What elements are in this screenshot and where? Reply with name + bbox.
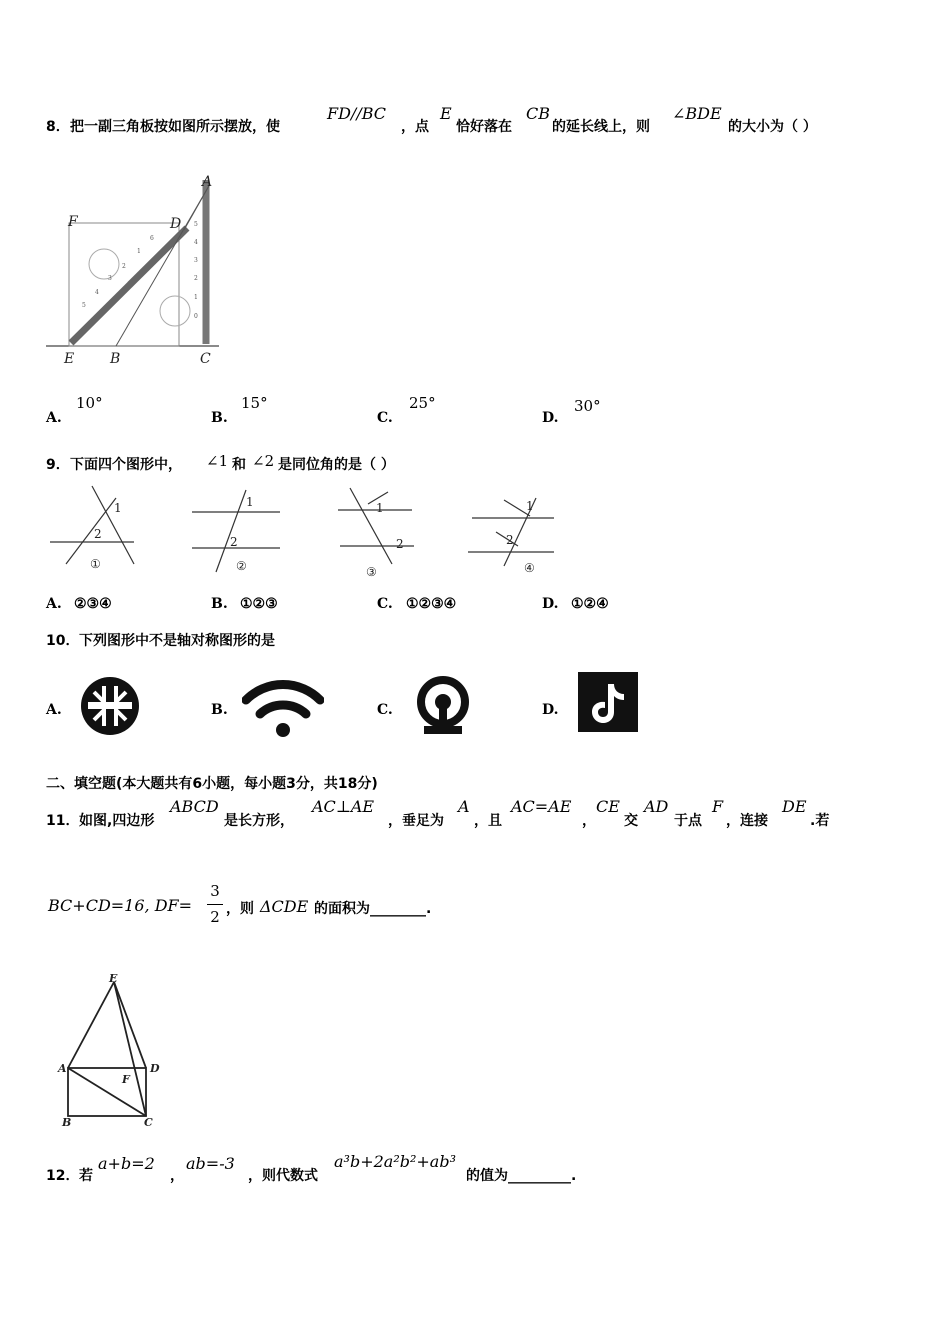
fig4-angle-2: 2: [506, 533, 514, 547]
q12-text-2: ，: [170, 1168, 184, 1184]
q11-line-2: [48, 882, 648, 932]
line-ea: [68, 982, 114, 1068]
wifi-icon: [242, 678, 324, 738]
q8-text-4: 的延长线上，则: [552, 119, 650, 135]
label-d: D: [170, 216, 182, 232]
q11-math-ac-perp-ae: AC⊥AE: [312, 797, 375, 816]
label-f: F: [122, 1073, 130, 1086]
q9-number: 9．: [46, 457, 70, 473]
ruler-num: 1: [137, 248, 141, 255]
q12-text-3: ，则代数式: [248, 1168, 318, 1184]
q8-text-5: 的大小为（ ）: [728, 119, 817, 135]
q11-text-6: 交: [624, 813, 638, 829]
q9-option-b-value: ①②③: [240, 596, 278, 612]
q9-option-b-letter: B.: [211, 596, 228, 612]
fig3-angle-1: 1: [376, 501, 384, 515]
q8-text-2: ，点: [401, 119, 429, 135]
q9-text-2: 和: [232, 457, 246, 473]
q9-option-d-letter: D.: [542, 596, 559, 612]
fig1-label: ①: [90, 557, 101, 571]
q8-option-a-value: 10°: [76, 394, 103, 412]
q11-text-2: 是长方形，: [224, 813, 294, 829]
q11-text-8: ，连接: [726, 813, 768, 829]
ruler-num: 3: [194, 257, 198, 264]
q8-math-e: E: [440, 104, 452, 123]
q8-math-cb: CB: [526, 104, 550, 123]
q10-option-d-letter: D.: [542, 702, 559, 718]
q10-text: 下列图形中不是轴对称图形的是: [79, 633, 275, 649]
q11-text-9: .若: [810, 813, 830, 829]
q11-frac-denominator: 2: [210, 908, 220, 926]
fig4-angle-1: 1: [526, 499, 534, 513]
line-ec: [114, 982, 146, 1116]
label-d: D: [150, 1062, 160, 1075]
q8-text-3: 恰好落在: [456, 119, 512, 135]
q11-math-ad: AD: [644, 797, 669, 816]
q9-line: [46, 452, 906, 476]
q12-line: [46, 1152, 906, 1188]
fig1-angle-1: 1: [114, 501, 122, 515]
fig2-angle-1: 1: [246, 495, 254, 509]
fig3-angle-2: 2: [396, 537, 404, 551]
set-square-hole-1: [89, 249, 119, 279]
q11-text-5: ，: [582, 813, 596, 829]
set-square-hole-2: [160, 296, 190, 326]
q11-text-then: ，则: [226, 901, 254, 917]
fig1-line-b: [66, 498, 116, 564]
q11-text-area: 的面积为________.: [314, 901, 432, 917]
q8-math-angle-bde: ∠BDE: [672, 104, 722, 123]
q11-text-7: 于点: [674, 813, 702, 829]
q11-math-triangle-cde: ΔCDE: [260, 897, 309, 916]
q11-text-3: ，垂足为: [388, 813, 444, 829]
label-c: C: [144, 1116, 153, 1129]
railway-logo-icon: [412, 676, 474, 738]
q10-option-c-letter: C.: [377, 702, 393, 718]
q9-math-angle2: ∠2: [252, 452, 275, 470]
label-b: B: [110, 351, 121, 367]
q8-text-1: 把一副三角板按如图所示摆放，使: [70, 119, 280, 135]
ruler-num: 2: [122, 263, 126, 270]
metro-logo-icon: [80, 676, 140, 736]
q11-text-4: ，且: [474, 813, 502, 829]
q11-math-f: F: [712, 797, 724, 816]
q8-option-d-value: 30°: [574, 397, 601, 415]
ruler-num: 5: [82, 302, 86, 309]
ruler-num: 5: [194, 221, 198, 228]
q12-math-ab: ab=-3: [186, 1154, 235, 1173]
q10-option-a-letter: A.: [46, 702, 62, 718]
q12-text-4: 的值为_________.: [466, 1168, 577, 1184]
q8-option-b-value: 15°: [241, 394, 268, 412]
fig1-angle-2: 2: [94, 527, 102, 541]
q11-figure: [54, 968, 174, 1134]
q12-math-a-plus-b: a+b=2: [98, 1154, 155, 1173]
label-a: A: [202, 174, 213, 190]
q9-option-c-letter: C.: [377, 596, 393, 612]
label-a: A: [58, 1062, 67, 1075]
q8-option-d-letter: D.: [542, 410, 559, 426]
q10-option-b-letter: B.: [211, 702, 228, 718]
q9-figures: [46, 480, 606, 580]
ruler-num: 2: [194, 275, 198, 282]
ruler-ed: [71, 228, 187, 343]
q8-option-c-letter: C.: [377, 410, 393, 426]
q9-option-d-value: ①②④: [571, 596, 609, 612]
ruler-num: 4: [194, 239, 198, 246]
q11-line-1: [46, 797, 906, 837]
line-ed: [114, 982, 146, 1068]
fig2-label: ②: [236, 559, 247, 573]
fig2-angle-2: 2: [230, 535, 238, 549]
q11-math-abcd: ABCD: [170, 797, 219, 816]
q8-option-b-letter: B.: [211, 410, 228, 426]
label-b: B: [62, 1116, 72, 1129]
ruler-num: 4: [95, 289, 99, 296]
q11-math-bc-cd-df: BC+CD=16, DF=: [48, 896, 193, 915]
section-2-title: 二、填空题(本大题共有6小题，每小题3分，共18分): [46, 776, 378, 792]
q11-math-ce: CE: [596, 797, 620, 816]
fig3-line-c: [350, 488, 392, 564]
fig1-line-a: [92, 486, 134, 564]
q9-text-3: 是同位角的是（ ）: [278, 457, 395, 473]
label-e: E: [64, 351, 75, 367]
q9-text-1: 下面四个图形中，: [70, 457, 182, 473]
q8-options: [46, 394, 906, 428]
q8-option-a-letter: A.: [46, 410, 62, 426]
q8-figure: [44, 168, 224, 370]
q11-number: 11．: [46, 813, 80, 829]
tiktok-logo-icon: [578, 672, 638, 732]
q10-line: [46, 630, 906, 652]
q12-math-expression: a³b+2a²b²+ab³: [334, 1152, 456, 1171]
q8-line: [46, 104, 906, 144]
q11-frac-numerator: 3: [210, 882, 220, 900]
ruler-num: 0: [194, 313, 198, 320]
q8-option-c-value: 25°: [409, 394, 436, 412]
ruler-num: 6: [150, 235, 154, 242]
q11-math-de: DE: [782, 797, 807, 816]
line-ac: [68, 1068, 146, 1116]
q9-option-a-value: ②③④: [74, 596, 112, 612]
ruler-num: 3: [108, 275, 112, 282]
q11-math-a: A: [458, 797, 470, 816]
label-f: F: [68, 214, 78, 230]
fig3-label: ③: [366, 565, 377, 579]
q11-text-1: 如图,四边形: [79, 813, 155, 829]
fig4-label: ④: [524, 561, 535, 575]
q8-number: 8．: [46, 119, 70, 135]
label-c: C: [200, 351, 211, 367]
q10-number: 10．: [46, 633, 80, 649]
label-e: E: [109, 972, 118, 985]
q9-options: [46, 596, 906, 618]
q11-frac-bar: [207, 904, 223, 905]
q9-option-c-value: ①②③④: [406, 596, 457, 612]
q12-number: 12．: [46, 1168, 80, 1184]
q11-math-ac-eq-ae: AC=AE: [511, 797, 572, 816]
q12-text-1: 若: [79, 1168, 93, 1184]
q9-option-a-letter: A.: [46, 596, 62, 612]
q10-options: [46, 672, 906, 738]
ruler-num: 1: [194, 294, 198, 301]
q8-math-fd-bc: FD//BC: [327, 104, 387, 123]
q9-math-angle1: ∠1: [206, 452, 229, 470]
